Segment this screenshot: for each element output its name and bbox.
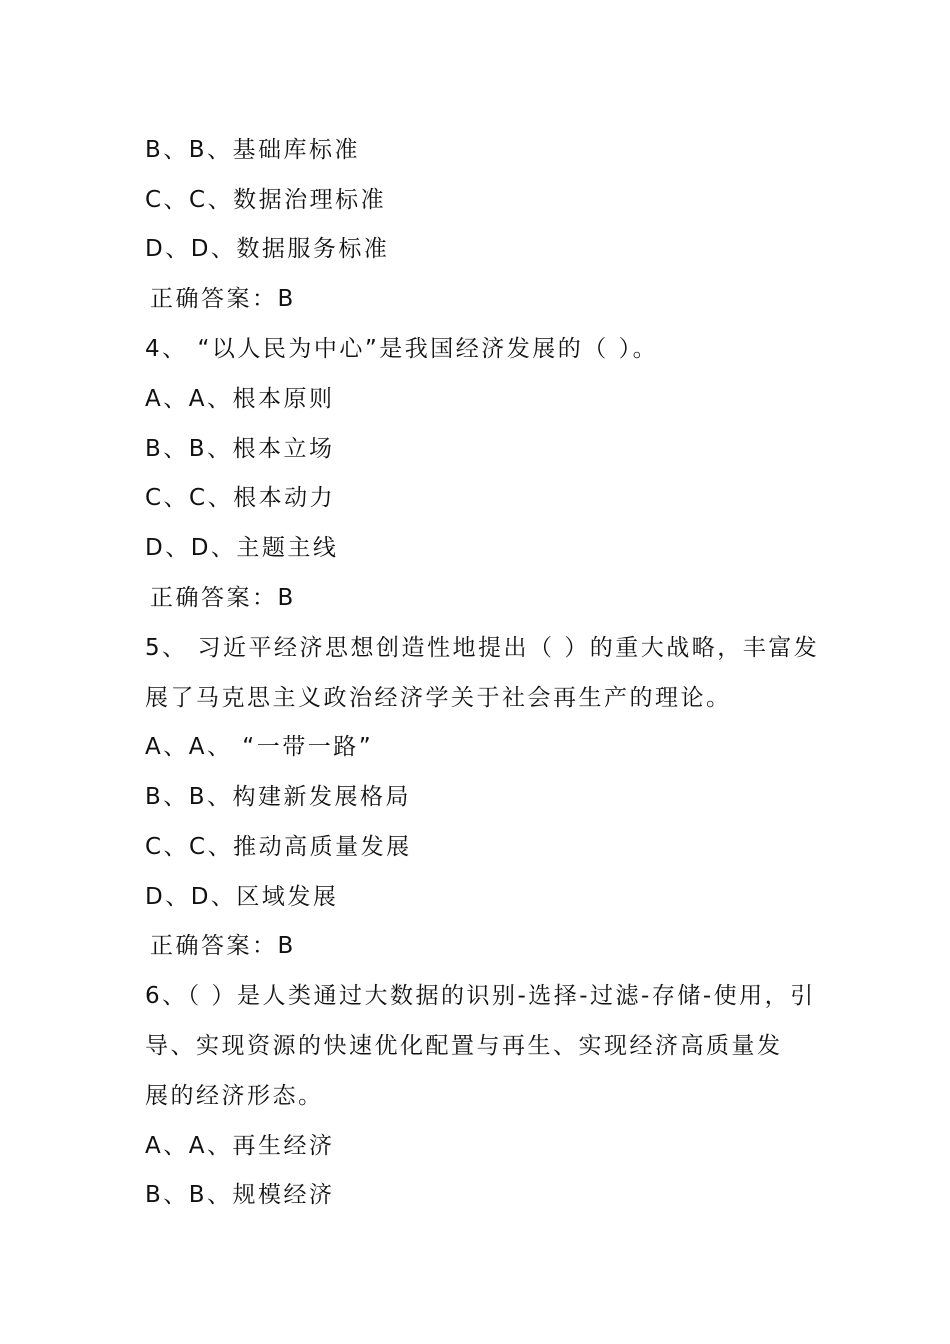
question-5-line-2: 展了马克思主义政治经济学关于社会再生产的理论。	[145, 685, 732, 711]
option-3b: B、B、基础库标准	[145, 137, 361, 163]
option-3c: C、C、数据治理标准	[145, 187, 387, 213]
question-6-line-2: 导、实现资源的快速优化配置与再生、实现经济高质量发	[145, 1033, 783, 1059]
option-4c: C、C、根本动力	[145, 485, 336, 511]
option-6b: B、B、规模经济	[145, 1182, 335, 1208]
question-5-line-1: 5、 习近平经济思想创造性地提出（ ）的重大战略，丰富发	[145, 635, 820, 661]
question-6-line-3: 展的经济形态。	[145, 1083, 324, 1109]
option-4b: B、B、根本立场	[145, 436, 335, 462]
question-4: 4、 “以人民为中心”是我国经济发展的（ ）。	[145, 336, 659, 362]
option-5a: A、A、 “一带一路”	[145, 734, 374, 760]
option-5d: D、D、区域发展	[145, 884, 339, 910]
option-3d: D、D、数据服务标准	[145, 236, 390, 262]
answer-4: 正确答案：B	[150, 585, 296, 611]
option-5b: B、B、构建新发展格局	[145, 784, 412, 810]
option-5c: C、C、推动高质量发展	[145, 834, 412, 860]
option-6a: A、A、再生经济	[145, 1133, 335, 1159]
option-4d: D、D、主题主线	[145, 535, 339, 561]
answer-3: 正确答案：B	[150, 286, 296, 312]
option-4a: A、A、根本原则	[145, 386, 335, 412]
question-6-line-1: 6、（ ）是人类通过大数据的识别-选择-过滤-存储-使用，引	[145, 983, 816, 1009]
answer-5: 正确答案：B	[150, 933, 296, 959]
